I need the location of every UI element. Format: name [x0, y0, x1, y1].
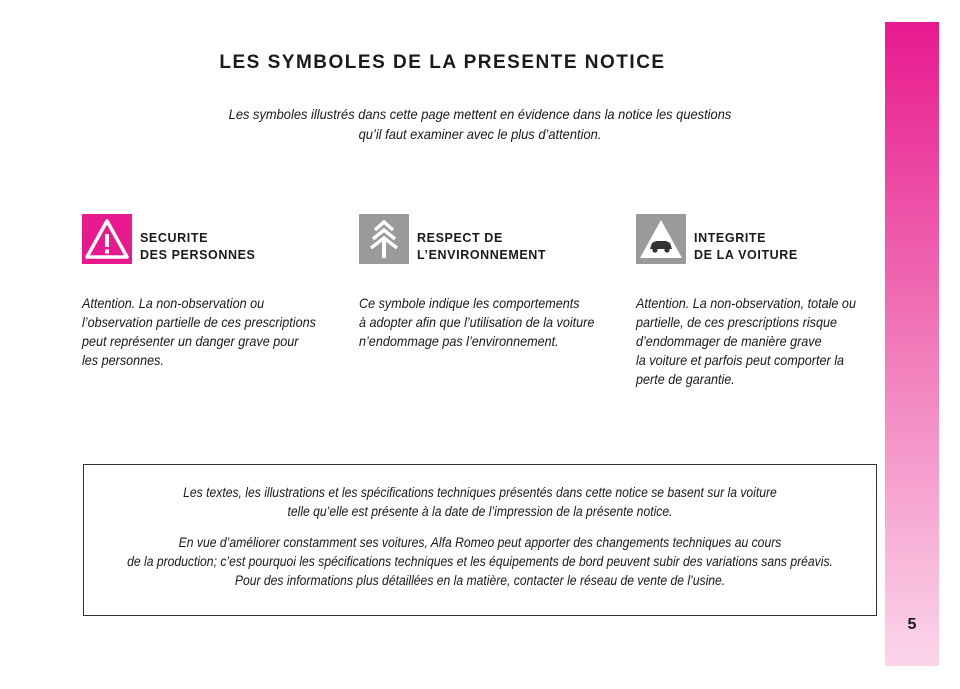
description-line: d’endommager de manière grave — [636, 333, 822, 349]
notice-paragraph — [124, 483, 837, 521]
symbol-title-line: INTEGRITE — [694, 231, 767, 245]
symbol-description — [636, 294, 879, 389]
description-line: Attention. La non-observation ou — [82, 295, 265, 311]
tree-icon-trunk — [382, 240, 386, 258]
symbol-title-line: DES PERSONNES — [140, 248, 256, 262]
symbol-title — [694, 230, 798, 264]
page-number: 5 — [907, 616, 917, 633]
notice-line: En vue d’améliorer constamment ses voitures, Alfa Romeo peut apporter des changements techniques au cours — [178, 535, 782, 550]
notice-line: Les textes, les illustrations et les spécifications techniques présentés dans cette notice se basent sur la voiture — [183, 485, 777, 500]
description-line: peut représenter un danger grave pour — [82, 333, 299, 349]
intro-line: Les symboles illustrés dans cette page mettent en évidence dans la notice les questions — [228, 106, 732, 122]
car-icon-wheel-left — [652, 247, 657, 252]
symbol-description — [359, 294, 602, 351]
notice-line: de la production; c’est pourquoi les spécifications techniques et les équipements de bord peuvent subir des variations sans préavis. — [127, 554, 833, 569]
description-line: Attention. La non-observation, totale ou — [636, 295, 856, 311]
notice-line: Pour des informations plus détaillées en la matière, contacter le réseau de vente de l’usine. — [234, 573, 726, 588]
symbol-title-line: SECURITE — [140, 231, 209, 245]
symbol-environment — [359, 214, 609, 351]
symbol-description — [82, 294, 325, 370]
intro-line: qu’il faut examiner avec le plus d’attention. — [358, 126, 602, 142]
symbol-safety — [82, 214, 332, 370]
side-color-band — [885, 22, 939, 666]
description-line: la voiture et parfois peut comporter la — [636, 352, 845, 368]
car-icon-wheel-right — [664, 247, 669, 252]
description-line: les personnes. — [82, 352, 164, 368]
description-line: perte de garantie. — [636, 371, 735, 387]
notice-box — [83, 464, 877, 616]
description-line: partielle, de ces prescriptions risque — [636, 314, 838, 330]
symbol-title-line: RESPECT DE — [417, 231, 503, 245]
page-title: LES SYMBOLES DE LA PRESENTE NOTICE — [219, 52, 666, 73]
symbol-title-line: DE LA VOITURE — [694, 248, 798, 262]
warning-icon-bar — [105, 234, 109, 247]
symbol-title-line: L’ENVIRONNEMENT — [417, 248, 547, 262]
warning-triangle-icon — [82, 214, 132, 264]
description-line: l’observation partielle de ces prescriptions — [82, 314, 316, 330]
description-line: Ce symbole indique les comportements — [359, 295, 580, 311]
tree-icon — [359, 214, 409, 264]
symbol-vehicle — [636, 214, 886, 389]
notice-line: telle qu’elle est présente à la date de l’impression de la présente notice. — [287, 504, 673, 519]
description-line: n’endommage pas l’environnement. — [359, 333, 559, 349]
warning-icon-dot — [105, 250, 109, 254]
car-triangle-icon — [636, 214, 686, 264]
description-line: à adopter afin que l’utilisation de la voiture — [359, 314, 595, 330]
intro-text — [195, 104, 765, 144]
symbol-title — [140, 230, 255, 264]
symbol-title — [417, 230, 546, 264]
notice-paragraph — [124, 533, 837, 590]
